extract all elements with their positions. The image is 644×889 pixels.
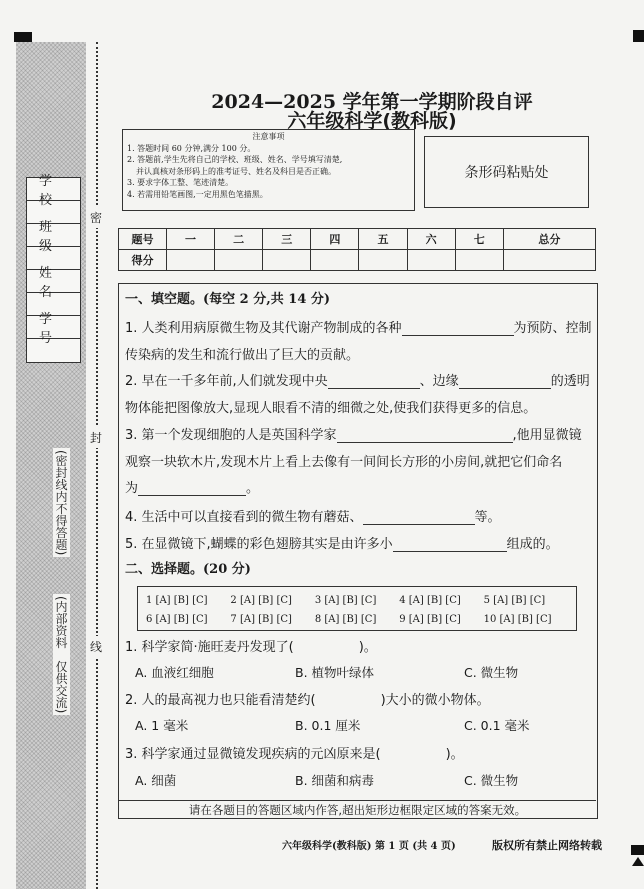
school-label: 学校	[27, 178, 80, 201]
section-1-heading: 一、填空题。(每空 2 分,共 14 分)	[125, 292, 331, 307]
question-text: 为	[125, 481, 139, 496]
score-cell[interactable]	[359, 250, 407, 271]
answer-blank[interactable]	[328, 375, 420, 389]
internal-material-notice: (内部资料 仅供交流)	[54, 596, 68, 714]
question-text: 等。	[474, 510, 501, 525]
triangle-marker-icon	[632, 857, 644, 866]
registration-mark-top-left	[14, 32, 32, 42]
mc-option[interactable]: A. 血液红细胞	[135, 665, 214, 680]
question-2	[125, 370, 590, 389]
question-text: 2. 早在一千多年前,人们就发现中央	[125, 374, 328, 389]
notice-box	[122, 129, 415, 211]
answer-bubble-group[interactable]: 1 [A] [B] [C]	[146, 595, 208, 606]
question-3	[125, 424, 582, 443]
table-cell: 题号	[119, 229, 167, 250]
question-text: 1. 人类利用病原微生物及其代谢产物制成的各种	[125, 321, 402, 336]
answer-bubble-group[interactable]: 10 [A] [B] [C]	[483, 614, 552, 625]
answer-area-notice: 请在各题目的答题区域内作答,超出矩形边框限定区域的答案无效。	[119, 800, 596, 819]
table-row	[119, 229, 596, 250]
table-cell: 二	[215, 229, 263, 250]
seal-char-mi: 密	[90, 207, 102, 228]
answer-area	[118, 283, 598, 819]
score-cell[interactable]	[167, 250, 215, 271]
question-5	[125, 533, 559, 552]
mc-question-1: 1. 科学家简·施旺麦丹发现了( )。	[125, 640, 377, 655]
question-1	[125, 317, 592, 336]
question-text: 为预防、控制	[513, 321, 592, 336]
mc-question-3: 3. 科学家通过显微镜发现疾病的元凶原来是( )。	[125, 747, 464, 762]
answer-bubble-group[interactable]: 8 [A] [B] [C]	[314, 614, 377, 625]
score-cell[interactable]	[311, 250, 359, 271]
mc-option[interactable]: B. 植物叶绿体	[295, 665, 375, 680]
question-1-cont: 传染病的发生和流行做出了巨大的贡献。	[125, 348, 360, 363]
notice-line: 3. 要求字体工整、笔迹清楚。	[127, 178, 234, 187]
table-cell: 六	[407, 229, 455, 250]
answer-bubble-group[interactable]: 3 [A] [B] [C]	[314, 595, 377, 606]
mc-option[interactable]: C. 微生物	[464, 665, 519, 680]
answer-bubble-group[interactable]: 5 [A] [B] [C]	[483, 595, 546, 606]
score-cell[interactable]	[407, 250, 455, 271]
seal-char-feng: 封	[90, 427, 102, 448]
answer-blank[interactable]	[138, 482, 246, 496]
notice-title: 注意事项	[252, 132, 285, 141]
question-text: 5. 在显微镜下,蝴蝶的彩色翅膀其实是由许多小	[125, 537, 393, 552]
name-label: 姓名	[27, 270, 80, 293]
student-info-box	[26, 174, 81, 363]
answer-blank[interactable]	[337, 429, 513, 443]
exam-title: 2024—2025 学年第一学期阶段自评	[211, 91, 533, 113]
table-cell: 总分	[503, 229, 595, 250]
mc-option[interactable]: A. 细菌	[135, 773, 177, 788]
barcode-label: 条形码粘贴处	[464, 165, 549, 181]
question-text: 、边缘	[419, 374, 459, 389]
notice-line: 4. 若需用铅笔画图,一定用黑色笔描黑。	[127, 189, 268, 199]
mc-option[interactable]: B. 0.1 厘米	[295, 718, 361, 733]
score-cell[interactable]	[455, 250, 503, 271]
question-text: 的透明	[550, 374, 590, 389]
answer-bubble-group[interactable]: 9 [A] [B] [C]	[399, 614, 461, 625]
page-number: 六年级科学(教科版) 第 1 页 (共 4 页)	[282, 841, 456, 852]
question-text: 4. 生活中可以直接看到的微生物有蘑菇、	[125, 510, 363, 525]
score-cell[interactable]	[263, 250, 311, 271]
score-cell[interactable]	[215, 250, 263, 271]
table-cell: 四	[311, 229, 359, 250]
table-cell: 得分	[119, 250, 167, 271]
table-row	[119, 250, 596, 271]
class-label: 班级	[27, 224, 80, 247]
question-text: 3. 第一个发现细胞的人是英国科学家	[125, 428, 337, 443]
registration-mark-bottom-right	[631, 845, 644, 855]
notice-line: 1. 答题时间 60 分钟,满分 100 分。	[127, 143, 256, 153]
table-cell: 一	[167, 229, 215, 250]
exam-subtitle: 六年级科学(教科版)	[287, 110, 457, 132]
mc-option[interactable]: C. 微生物	[464, 773, 519, 788]
answer-grid-row	[146, 591, 568, 610]
answer-blank[interactable]	[393, 538, 507, 552]
mc-option[interactable]: C. 0.1 毫米	[464, 718, 530, 733]
notice-line: 并认真核对条形码上的准考证号、姓名及科目是否正确。	[136, 166, 336, 176]
seal-dotted-line	[96, 42, 98, 889]
seal-char-xian: 线	[90, 636, 102, 657]
barcode-area	[424, 136, 589, 208]
answer-bubble-group[interactable]: 2 [A] [B] [C]	[230, 595, 292, 606]
answer-sheet-grid	[137, 586, 577, 631]
question-4	[125, 506, 501, 525]
mc-option[interactable]: B. 细菌和病毒	[295, 773, 375, 788]
copyright-notice: 版权所有禁止网络转载	[492, 839, 602, 852]
answer-blank[interactable]	[459, 375, 551, 389]
score-cell[interactable]	[503, 250, 595, 271]
score-table	[118, 228, 596, 271]
answer-bubble-group[interactable]: 4 [A] [B] [C]	[399, 595, 461, 606]
question-text: ,他用显微镜	[512, 428, 582, 443]
answer-grid-row	[146, 610, 568, 629]
question-text: 。	[246, 481, 260, 496]
seal-notice: (密封线内不得答题)	[54, 450, 68, 556]
mc-option[interactable]: A. 1 毫米	[135, 718, 189, 733]
section-2-heading: 二、选择题。(20 分)	[125, 562, 251, 577]
question-2-cont: 物体能把图像放大,显现人眼看不清的细微之处,使我们获得更多的信息。	[125, 401, 537, 416]
student-id-label: 学号	[27, 316, 80, 339]
table-cell: 七	[455, 229, 503, 250]
table-cell: 三	[263, 229, 311, 250]
question-3-cont: 观察一块软木片,发现木片上看上去像有一间间长方形的小房间,就把它们命名	[125, 455, 563, 470]
answer-blank[interactable]	[363, 511, 475, 525]
question-text: 组成的。	[506, 537, 559, 552]
answer-bubble-group[interactable]: 6 [A] [B] [C]	[146, 614, 208, 625]
mc-question-2: 2. 人的最高视力也只能看清楚约( )大小的微小物体。	[125, 693, 490, 708]
answer-blank[interactable]	[402, 322, 514, 336]
question-3-cont2	[125, 477, 259, 496]
answer-bubble-group[interactable]: 7 [A] [B] [C]	[230, 614, 292, 625]
notice-line: 2. 答题前,学生先将自己的学校、班级、姓名、学号填写清楚,	[127, 155, 343, 164]
registration-mark-top-right	[633, 30, 644, 42]
table-cell: 五	[359, 229, 407, 250]
